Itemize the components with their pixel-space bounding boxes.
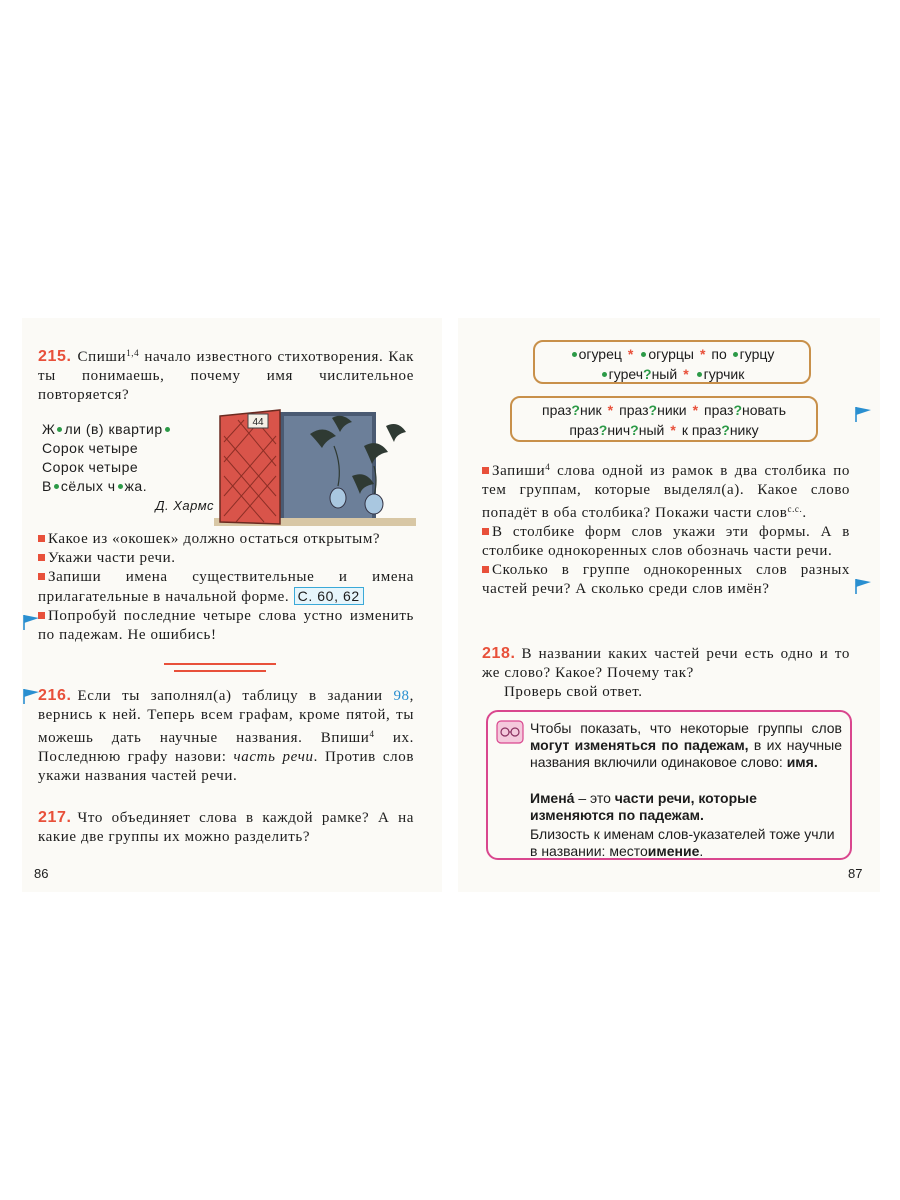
exercise-215-questions — [38, 530, 414, 645]
missing-letter-dot — [118, 484, 123, 489]
exercise-number: 216. — [38, 687, 72, 704]
exercise-217: 217. Что объединяет слова в каждой рамке? А на какие две группы их можно разделить? — [38, 809, 414, 845]
exercise-216: 216. Если ты заполнял(а) таблицу в задании 98, вернись к ней. Теперь всем графам, кроме пятой, ты можешь дать научные названия. Впиши$^4$ их. Последнюю графу назови: часть речи. Против слов укажи названия частей речи. — [38, 687, 414, 784]
rule-definition: Имена́ – это части речи, которые изменяются по падежам. — [530, 790, 757, 823]
door-number: 44 — [252, 417, 264, 428]
page-number: 86 — [34, 866, 49, 881]
left-page — [22, 318, 442, 892]
flag-icon — [22, 614, 40, 630]
poem — [42, 420, 212, 515]
door-illustration — [214, 406, 416, 526]
task-bullet-icon — [482, 528, 489, 535]
poem-line: Сорок четыре — [42, 459, 139, 475]
task-bullet-icon — [38, 554, 45, 561]
exercise-number: 215. — [38, 348, 72, 365]
exercise-215-intro: 215. Спиши$^{1,4}$ начало известного стихотворения. Как ты понимаешь, почему имя числительное повторяется? — [38, 348, 414, 403]
exercise-218: 218. В названии каких частей речи есть одно и то же слово? Какое? Почему так? Проверь свой ответ. — [482, 645, 850, 700]
section-divider — [174, 670, 266, 672]
missing-letter-dot — [57, 427, 62, 432]
flag-icon — [854, 406, 872, 422]
page-number: 87 — [848, 866, 863, 881]
task-item: Попробуй последние четыре слова устно изменить по падежам. Не ошибись! — [38, 608, 414, 643]
task-item: Какое из «окошек» должно остаться открытым? — [38, 530, 414, 549]
rule-book-icon — [496, 720, 524, 744]
page-reference-box: С. 60, 62 — [294, 587, 364, 605]
task-item: Укажи части речи. — [38, 549, 414, 568]
task-item: Сколько в группе однокоренных слов разных частей речи? А сколько среди слов имён? — [482, 562, 850, 597]
rule-box — [486, 710, 852, 860]
frame-tasks — [482, 458, 850, 599]
poem-author: Д. Хармс — [155, 498, 214, 513]
rule-note: Близость к именам слов-указателей тоже учли в названии: местоимение. — [530, 826, 835, 859]
right-page — [458, 318, 880, 892]
poem-line: В сёлых ч жа. — [42, 478, 148, 494]
missing-letter-dot — [54, 484, 59, 489]
task-bullet-icon — [482, 467, 489, 474]
task-item: Запиши имена существительные и имена прилагательные в начальной форме. С. 60, 62 — [38, 569, 414, 605]
missing-letter-dot — [165, 427, 170, 432]
task-bullet-icon — [38, 535, 45, 542]
task-link[interactable]: 98 — [393, 688, 410, 704]
task-bullet-icon — [38, 573, 45, 580]
poem-line: Ж ли (в) квартир — [42, 420, 212, 439]
section-divider — [164, 663, 276, 665]
exercise-number: 218. — [482, 645, 516, 662]
poem-line: Сорок четыре — [42, 440, 139, 456]
task-item: Запиши$^4$ слова одной из рамок в два столбика по тем группам, которые выделял(а). Какое слово попадёт в оба столбика? Покажи части слов$^{с.с.}$. — [482, 462, 850, 521]
exercise-number: 217. — [38, 809, 72, 826]
task-item: В столбике форм слов укажи эти формы. А в столбике однокоренных слов обозначь части речи. — [482, 524, 850, 559]
word-frame-2: праз?ник * праз?ники * праз?новать праз?нич?ный * к праз?нику — [510, 396, 818, 442]
task-bullet-icon — [482, 566, 489, 573]
word-frame-1: огурец * огурцы * по гурцу гуреч?ный * гурчик — [533, 340, 811, 384]
rule-paragraph: Чтобы показать, что некоторые группы слов могут изменяться по падежам, в их научные названия включили одинаковое слово: имя. — [530, 720, 842, 770]
flag-icon — [854, 578, 872, 594]
